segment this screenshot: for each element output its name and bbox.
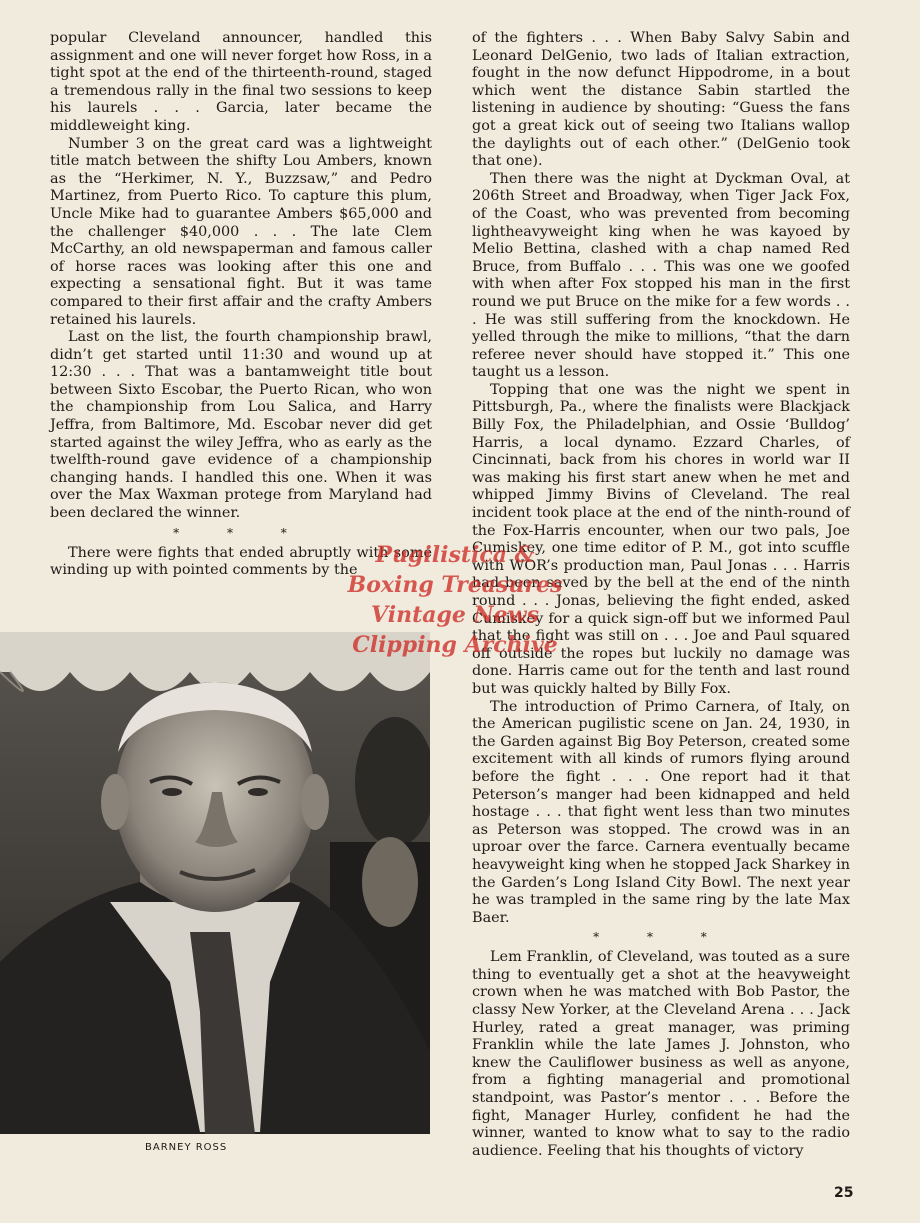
left-column <box>50 30 432 580</box>
left-paragraph-2: Number 3 on the great card was a lightweight title match between the shifty Lou Ambers, known as the “Herkimer, N. Y., Buzzsaw,” and Pedro Martinez, from Puerto Rico. To capture this plum, Uncle Mike had to guarantee Ambers $65,000 and the challenger $40,000 . . . The late Clem McCarthy, an old newspaperman and famous caller of horse races was looking after this one and expecting a sensational fight. But it was tame compared to their first affair and the crafty Ambers retained his laurels. <box>50 135 432 328</box>
left-paragraph-4: There were fights that ended abruptly with some winding up with pointed comments by the <box>50 544 432 579</box>
left-paragraph-3: Last on the list, the fourth championship brawl, didn’t get started until 11:30 and wound up at 12:30 . . . That was a bantamweight title bout between Sixto Escobar, the Puerto Rican, who won the championship from Lou Salica, and Harry Jeffra, from Baltimore, Md. Escobar never did get started against the wiley Jeffra, who as early as the twelfth-round gave evidence of a championship changing hands. I handled this one. When it was over the Max Waxman protege from Maryland had been declared the winner. <box>50 329 432 522</box>
section-divider-right: * * * <box>593 930 729 945</box>
right-column <box>472 30 850 1160</box>
barney-ross-photo <box>0 632 430 1134</box>
portrait-illustration <box>0 632 430 1134</box>
left-paragraph-1: popular Cleveland announcer, handled this assignment and one will never forget how Ross, in a tight spot at the end of the thirteenth-round, staged a tremendous rally in the final two sessions to keep his laurels . . . Garcia, later became the middleweight king. <box>50 30 432 134</box>
section-divider: * * * <box>173 525 309 540</box>
right-paragraph-1: of the fighters . . . When Baby Salvy Sabin and Leonard DelGenio, two lads of Italian extraction, fought in the now defunct Hippodrome, in a bout which went the distance Sabin startled the listening in audience by shouting: “Guess the fans got a great kick out of seeing two Italians wallop the daylights out of each other.” (DelGenio took that one). <box>472 30 850 170</box>
watermark-line-1: Pugilistica & <box>375 542 535 568</box>
right-paragraph-5: Lem Franklin, of Cleveland, was touted as a sure thing to eventually get a shot at the heavyweight crown when he was matched with Bob Pastor, the classy New Yorker, at the Cleveland Arena . . . Jack Hurley, rated a great manager, was priming Franklin while the late James J. Johnston, who knew the Cauliflower business as well as anyone, from a fighting managerial and promotional standpoint, was Pastor’s mentor . . . Before the fight, Manager Hurley, confident he had the winner, wanted to know what to say to the radio audience. Feeling that his thoughts of victory <box>472 949 850 1159</box>
watermark-line-4: Clipping Archive <box>352 632 558 658</box>
right-paragraph-4: The introduction of Primo Carnera, of Italy, on the American pugilistic scene on Jan. 24, 1930, in the Garden against Big Boy Peterson, created some excitement with all kinds of rumors flying around before the fight . . . One report had it that Peterson’s manger had been kidnapped and held hostage . . . that fight went less than two minutes as Peterson was stopped. The crowd was in an uproar over the farce. Carnera eventually became heavyweight king when he stopped Jack Sharkey in the Garden’s Long Island City Bowl. The next year he was trampled in the same ring by the late Max Baer. <box>472 698 850 926</box>
watermark-line-3: Vintage News <box>371 602 539 628</box>
right-paragraph-2: Then there was the night at Dyckman Oval, at 206th Street and Broadway, when Tiger Jack Fox, of the Coast, who was prevented from becoming lightheavyweight king when he was kayoed by Melio Bettina, clashed with a chap named Red Bruce, from Buffalo . . . This was one we goofed with when after Fox stopped his man in the first round we put Bruce on the mike for a few words . . . He was still suffering from the knockdown. He yelled through the mike to millions, “that the darn referee never should have stopped it.” This one taught us a lesson. <box>472 170 850 381</box>
right-paragraph-3: Topping that one was the night we spent in Pittsburgh, Pa., where the finalists were Blackjack Billy Fox, the Philadelphian, and Ossie ‘Bulldog’ Harris, a local dynamo. Ezzard Charles, of Cincinnati, back from his chores in world war II was making his first start anew when he met and whipped Jimmy Bivins of Cleveland. The real incident took place at the end of the ninth-round of the Fox-Harris encounter, when our two pals, Joe Cumiskey, one time editor of P. M., got into scuffle with WOR’s production man, Paul Jonas . . . Harris had been saved by the bell at the end of the ninth round . . . Jonas, believing the fight ended, asked Cumiskey for a quick sign-off but we informed Paul that the fight was still on . . . Joe and Paul squared off outside the ropes but luckily no damage was done. Harris came out for the tenth and last round but was quickly halted by Billy Fox. <box>472 381 850 697</box>
page-number: 25 <box>834 1185 854 1201</box>
photo-caption: BARNEY ROSS <box>145 1142 228 1153</box>
watermark-line-2: Boxing Treasures <box>347 572 563 598</box>
